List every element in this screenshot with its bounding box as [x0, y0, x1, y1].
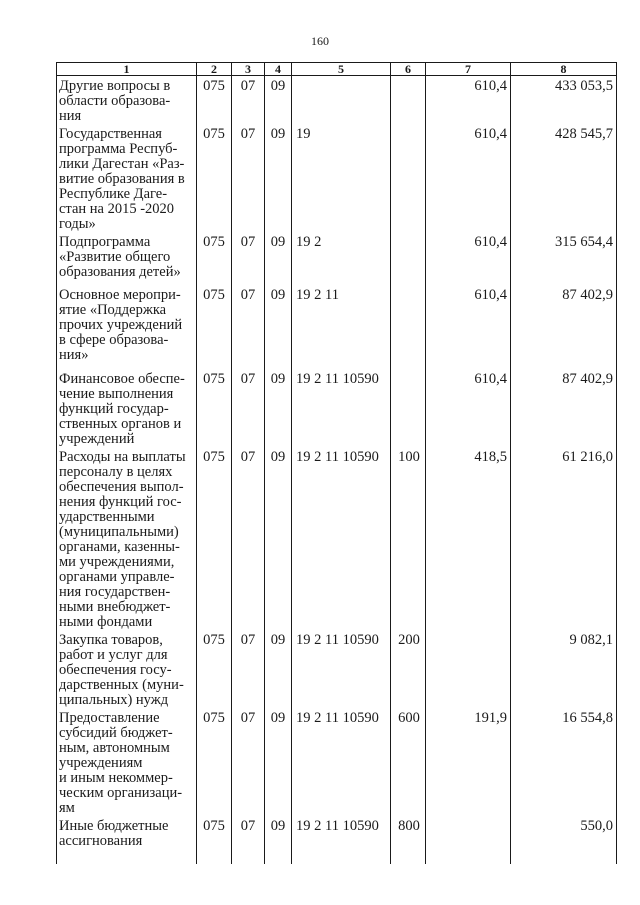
section-code-cell: 07	[232, 816, 265, 864]
row-name-line: витие образования в	[59, 171, 185, 187]
expense-type-cell: 200	[391, 630, 426, 708]
row-name-line: ми учреждениями,	[59, 554, 175, 570]
table-row	[57, 285, 617, 369]
amount-col8-cell: 9 082,1	[511, 630, 617, 708]
admin-code-cell: 075	[197, 816, 232, 864]
subsection-code-cell: 09	[265, 285, 292, 369]
column-header: 7	[426, 63, 511, 76]
target-article-cell: 19	[292, 124, 391, 232]
amount-col7-cell	[426, 630, 511, 708]
table-row	[57, 708, 617, 816]
target-article-cell: 19 2 11 10590	[292, 447, 391, 630]
row-name-line: ным, автономным	[59, 740, 170, 756]
column-header: 1	[57, 63, 197, 76]
expense-type-cell	[391, 232, 426, 285]
row-name-line: Расходы на выплаты	[59, 449, 186, 465]
row-name-cell	[57, 369, 197, 447]
row-name-line: Подпрограмма	[59, 234, 151, 250]
row-name-line: функций государ-	[59, 401, 169, 417]
subsection-code-cell: 09	[265, 232, 292, 285]
row-name-line: (муниципальными)	[59, 524, 179, 540]
amount-col7-cell: 191,9	[426, 708, 511, 816]
row-name-line: субсидий бюджет-	[59, 725, 173, 741]
amount-col7-cell: 418,5	[426, 447, 511, 630]
section-code-cell: 07	[232, 708, 265, 816]
row-name-cell	[57, 232, 197, 285]
row-name-line: дарственных (муни-	[59, 677, 184, 693]
budget-table	[56, 62, 617, 864]
amount-col7-cell: 610,4	[426, 369, 511, 447]
amount-col8-cell: 315 654,4	[511, 232, 617, 285]
row-name-line: области образова-	[59, 93, 171, 109]
row-name-line: работ и услуг для	[59, 647, 168, 663]
expense-type-cell	[391, 285, 426, 369]
amount-col7-cell: 610,4	[426, 232, 511, 285]
row-name-line: ния государствен-	[59, 584, 171, 600]
row-name-line: Государственная	[59, 126, 162, 142]
row-name-line: органами управле-	[59, 569, 175, 585]
amount-col8-cell: 16 554,8	[511, 708, 617, 816]
row-name-line: Финансовое обеспе-	[59, 371, 185, 387]
row-name-cell	[57, 708, 197, 816]
admin-code-cell: 075	[197, 630, 232, 708]
admin-code-cell: 075	[197, 124, 232, 232]
row-name-line: ными внебюджет-	[59, 599, 171, 615]
amount-col7-cell: 610,4	[426, 76, 511, 125]
table-row	[57, 630, 617, 708]
row-name-line: учреждений	[59, 431, 135, 447]
row-name-line: нения функций гос-	[59, 494, 182, 510]
row-name-cell	[57, 76, 197, 125]
column-header: 2	[197, 63, 232, 76]
section-code-cell: 07	[232, 124, 265, 232]
row-name-line: ния	[59, 108, 82, 124]
expense-type-cell	[391, 76, 426, 125]
row-name-line: Другие вопросы в	[59, 78, 171, 94]
row-name-line: ными фондами	[59, 614, 153, 630]
amount-col7-cell: 610,4	[426, 124, 511, 232]
row-name-line: персоналу в целях	[59, 464, 173, 480]
row-name-line: ям	[59, 800, 75, 816]
row-name-line: программа Респуб-	[59, 141, 178, 157]
row-name-line: стан на 2015 -2020	[59, 201, 175, 217]
amount-col8-cell: 428 545,7	[511, 124, 617, 232]
target-article-cell: 19 2 11	[292, 285, 391, 369]
row-name-line: ятие «Поддержка	[59, 302, 167, 318]
table-row	[57, 124, 617, 232]
table-row	[57, 76, 617, 125]
amount-col8-cell: 87 402,9	[511, 285, 617, 369]
target-article-cell	[292, 76, 391, 125]
row-name-cell	[57, 630, 197, 708]
row-name-cell	[57, 447, 197, 630]
row-name-line: Основное меропри-	[59, 287, 181, 303]
column-header: 5	[292, 63, 391, 76]
amount-col7-cell	[426, 816, 511, 864]
admin-code-cell: 075	[197, 447, 232, 630]
row-name-line: чение выполнения	[59, 386, 174, 402]
section-code-cell: 07	[232, 630, 265, 708]
row-name-line: образования детей»	[59, 264, 181, 280]
page-number: 160	[311, 34, 329, 48]
amount-col7-cell: 610,4	[426, 285, 511, 369]
row-name-cell	[57, 124, 197, 232]
subsection-code-cell: 09	[265, 816, 292, 864]
expense-type-cell: 100	[391, 447, 426, 630]
target-article-cell: 19 2 11 10590	[292, 630, 391, 708]
row-name-line: обеспечения госу-	[59, 662, 172, 678]
row-name-line: и иным некоммер-	[59, 770, 173, 786]
row-name-line: ческим организаци-	[59, 785, 183, 801]
column-header: 8	[511, 63, 617, 76]
row-name-line: Республике Даге-	[59, 186, 168, 202]
target-article-cell: 19 2	[292, 232, 391, 285]
table-row	[57, 447, 617, 630]
row-name-line: Иные бюджетные	[59, 818, 169, 834]
expense-type-cell	[391, 124, 426, 232]
column-header: 4	[265, 63, 292, 76]
subsection-code-cell: 09	[265, 447, 292, 630]
row-name-line: ственных органов и	[59, 416, 182, 432]
table-row	[57, 369, 617, 447]
row-name-line: в сфере образова-	[59, 332, 169, 348]
target-article-cell: 19 2 11 10590	[292, 816, 391, 864]
admin-code-cell: 075	[197, 708, 232, 816]
target-article-cell: 19 2 11 10590	[292, 708, 391, 816]
table-row	[57, 232, 617, 285]
section-code-cell: 07	[232, 232, 265, 285]
admin-code-cell: 075	[197, 76, 232, 125]
row-name-line: Закупка товаров,	[59, 632, 163, 648]
row-name-line: Предоставление	[59, 710, 160, 726]
amount-col8-cell: 61 216,0	[511, 447, 617, 630]
row-name-line: органами, казенны-	[59, 539, 180, 555]
subsection-code-cell: 09	[265, 630, 292, 708]
section-code-cell: 07	[232, 447, 265, 630]
amount-col8-cell: 433 053,5	[511, 76, 617, 125]
subsection-code-cell: 09	[265, 708, 292, 816]
admin-code-cell: 075	[197, 232, 232, 285]
section-code-cell: 07	[232, 285, 265, 369]
section-code-cell: 07	[232, 369, 265, 447]
column-header: 3	[232, 63, 265, 76]
row-name-line: годы»	[59, 216, 96, 232]
row-name-cell	[57, 285, 197, 369]
expense-type-cell: 600	[391, 708, 426, 816]
section-code-cell: 07	[232, 76, 265, 125]
amount-col8-cell: 87 402,9	[511, 369, 617, 447]
table-body	[57, 76, 617, 865]
row-name-line: ассигнования	[59, 833, 143, 849]
subsection-code-cell: 09	[265, 369, 292, 447]
row-name-line: ния»	[59, 347, 89, 363]
expense-type-cell: 800	[391, 816, 426, 864]
row-name-line: прочих учреждений	[59, 317, 183, 333]
amount-col8-cell: 550,0	[511, 816, 617, 864]
subsection-code-cell: 09	[265, 76, 292, 125]
admin-code-cell: 075	[197, 285, 232, 369]
row-name-line: ударственными	[59, 509, 155, 525]
row-name-line: обеспечения выпол-	[59, 479, 184, 495]
column-header: 6	[391, 63, 426, 76]
subsection-code-cell: 09	[265, 124, 292, 232]
row-name-line: ципальных) нужд	[59, 692, 169, 708]
header-row	[57, 63, 617, 76]
table-row	[57, 816, 617, 864]
expense-type-cell	[391, 369, 426, 447]
row-name-line: учреждениям	[59, 755, 143, 771]
row-name-line: лики Дагестан «Раз-	[59, 156, 185, 172]
admin-code-cell: 075	[197, 369, 232, 447]
row-name-line: «Развитие общего	[59, 249, 171, 265]
target-article-cell: 19 2 11 10590	[292, 369, 391, 447]
row-name-cell	[57, 816, 197, 864]
